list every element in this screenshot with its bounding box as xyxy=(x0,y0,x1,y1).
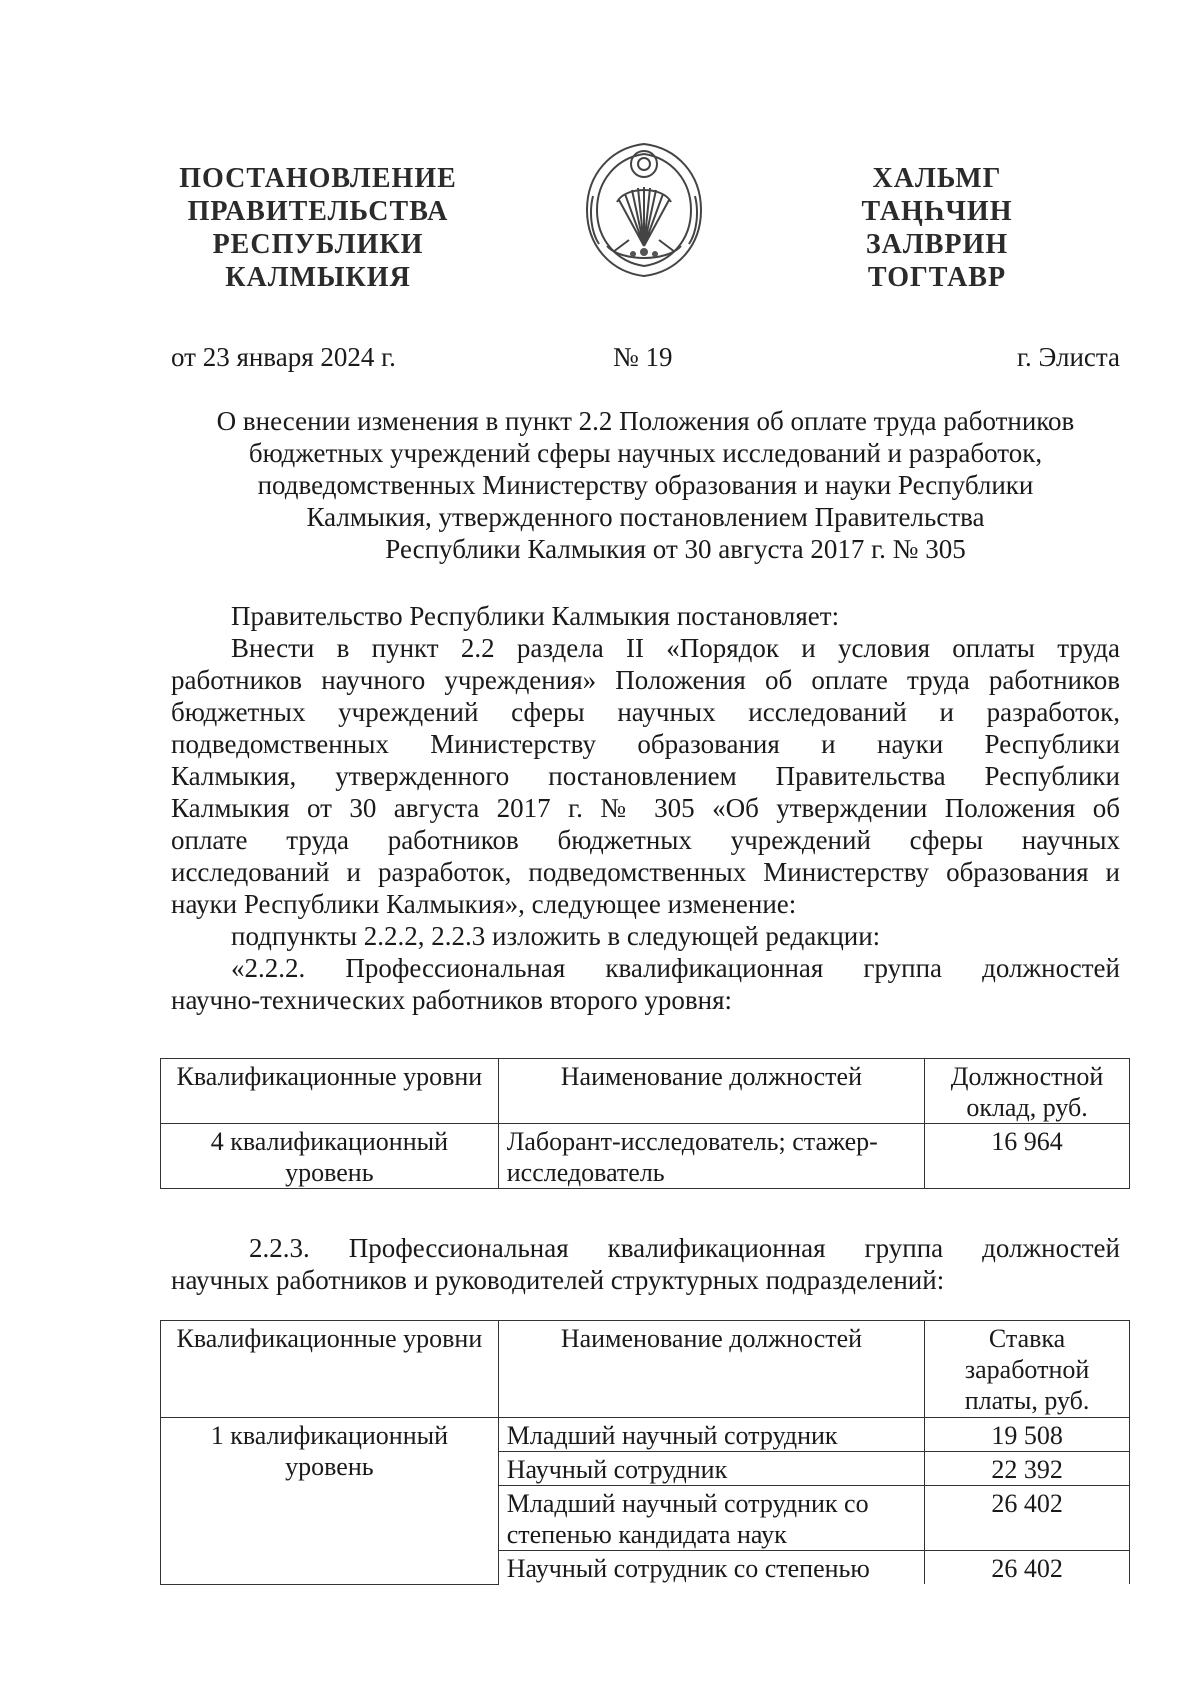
header-right-line: ЗАЛВРИН xyxy=(865,229,1009,260)
table-header-cell: Квалификационные уровни xyxy=(161,1059,499,1124)
header-right-line: ТОГТАВР xyxy=(867,262,1007,293)
table-cell-position: Научный сотрудник xyxy=(498,1452,924,1486)
coat-of-arms-emblem xyxy=(577,140,711,280)
paragraph-line: «2.2.2. Профессиональная квалификационная группа должностей xyxy=(231,953,1120,983)
table-cell-position: Младший научный сотрудник со степенью кандидата наук xyxy=(498,1486,924,1551)
paragraph-line: работников научного учреждения» Положения об оплате труда работников xyxy=(171,665,1120,695)
table-header-cell: Должностной оклад, руб. xyxy=(925,1059,1130,1124)
document-body xyxy=(171,600,1120,1016)
paragraph-line: науки Республики Калмыкия», следующее изменение: xyxy=(171,889,797,919)
table-cell-salary: 22 392 xyxy=(925,1452,1130,1486)
table-cell-position: Младший научный сотрудник xyxy=(498,1418,924,1452)
table-cell-level: 4 квалификационный уровень xyxy=(161,1124,499,1189)
table-header-cell: Наименование должностей xyxy=(498,1321,924,1418)
paragraph-subpoints: подпункты 2.2.2, 2.2.3 изложить в следующей редакции: xyxy=(231,921,881,951)
document-city: г. Элиста xyxy=(1016,342,1120,372)
table-cell-position: Научный сотрудник со степенью xyxy=(498,1551,924,1585)
table-header-cell: Ставка заработной платы, руб. xyxy=(925,1321,1130,1418)
paragraph-line: бюджетных учреждений сферы научных исследований и разработок, xyxy=(171,697,1120,727)
title-line: бюджетных учреждений сферы научных исследований и разработок, xyxy=(248,438,1043,468)
paragraph-line: Калмыкия, утвержденного постановлением Правительства Республики xyxy=(171,761,1120,791)
title-line: Калмыкия, утвержденного постановлением Правительства xyxy=(306,502,985,532)
table-header-row xyxy=(161,1321,1130,1418)
paragraph-2-2-3 xyxy=(171,1232,1120,1296)
document-number: № 19 xyxy=(613,342,673,372)
table-cell-salary: 16 964 xyxy=(925,1124,1130,1189)
header-left xyxy=(168,162,468,294)
header-left-line: КАЛМЫКИЯ xyxy=(225,262,411,293)
header-left-line: ПРАВИТЕЛЬСТВА xyxy=(187,196,449,227)
header-left-line: ПОСТАНОВЛЕНИЕ xyxy=(179,163,457,194)
table-row xyxy=(161,1124,1130,1189)
paragraph-line: оплате труда работников бюджетных учреждений сферы научных xyxy=(171,825,1120,855)
table-header-cell: Квалификационные уровни xyxy=(161,1321,499,1418)
paragraph-line: научно-технических работников второго уровня: xyxy=(171,985,733,1015)
document-title xyxy=(171,405,1120,565)
paragraph-amendment xyxy=(171,632,1120,920)
header-right-line: ХАЛЬМГ xyxy=(872,163,1002,194)
header-right-line: ТАҢҺЧИН xyxy=(861,196,1013,227)
table-header-cell: Наименование должностей xyxy=(498,1059,924,1124)
paragraph-line: подведомственных Министерству образования и науки Республики xyxy=(171,729,1120,759)
table-cell-salary: 26 402 xyxy=(925,1551,1130,1585)
title-line: подведомственных Министерству образования и науки Республики xyxy=(257,470,1034,500)
header-right xyxy=(832,162,1042,294)
table-cell-salary: 26 402 xyxy=(925,1486,1130,1551)
header-left-line: РЕСПУБЛИКИ xyxy=(212,229,424,260)
table-scientific-workers xyxy=(160,1320,1130,1585)
paragraph-line: научных работников и руководителей структурных подразделений: xyxy=(171,1265,945,1295)
table-cell-salary: 19 508 xyxy=(925,1418,1130,1452)
table-header-row xyxy=(161,1059,1130,1124)
paragraph-line: исследований и разработок, подведомственных Министерству образования и xyxy=(171,857,1120,887)
document-date: от 23 января 2024 г. xyxy=(171,342,396,372)
table-row xyxy=(161,1418,1130,1452)
title-line: О внесении изменения в пункт 2.2 Положения об оплате труда работников xyxy=(216,406,1075,436)
table-second-level xyxy=(160,1058,1130,1189)
paragraph-line: 2.2.3. Профессиональная квалификационная группа должностей xyxy=(249,1233,1120,1263)
paragraph-line: Внести в пункт 2.2 раздела II «Порядок и условия оплаты труда xyxy=(231,633,1120,663)
intro-paragraph: Правительство Республики Калмыкия постановляет: xyxy=(231,601,840,631)
paragraph-line: Калмыкия от 30 августа 2017 г. № 305 «Об утверждении Положения об xyxy=(171,793,1120,823)
table-cell-position: Лаборант-исследователь; стажер-исследователь xyxy=(498,1124,924,1189)
title-line: Республики Калмыкия от 30 августа 2017 г. № 305 xyxy=(385,534,966,564)
table-cell-level: 1 квалификационный уровень xyxy=(161,1418,499,1585)
